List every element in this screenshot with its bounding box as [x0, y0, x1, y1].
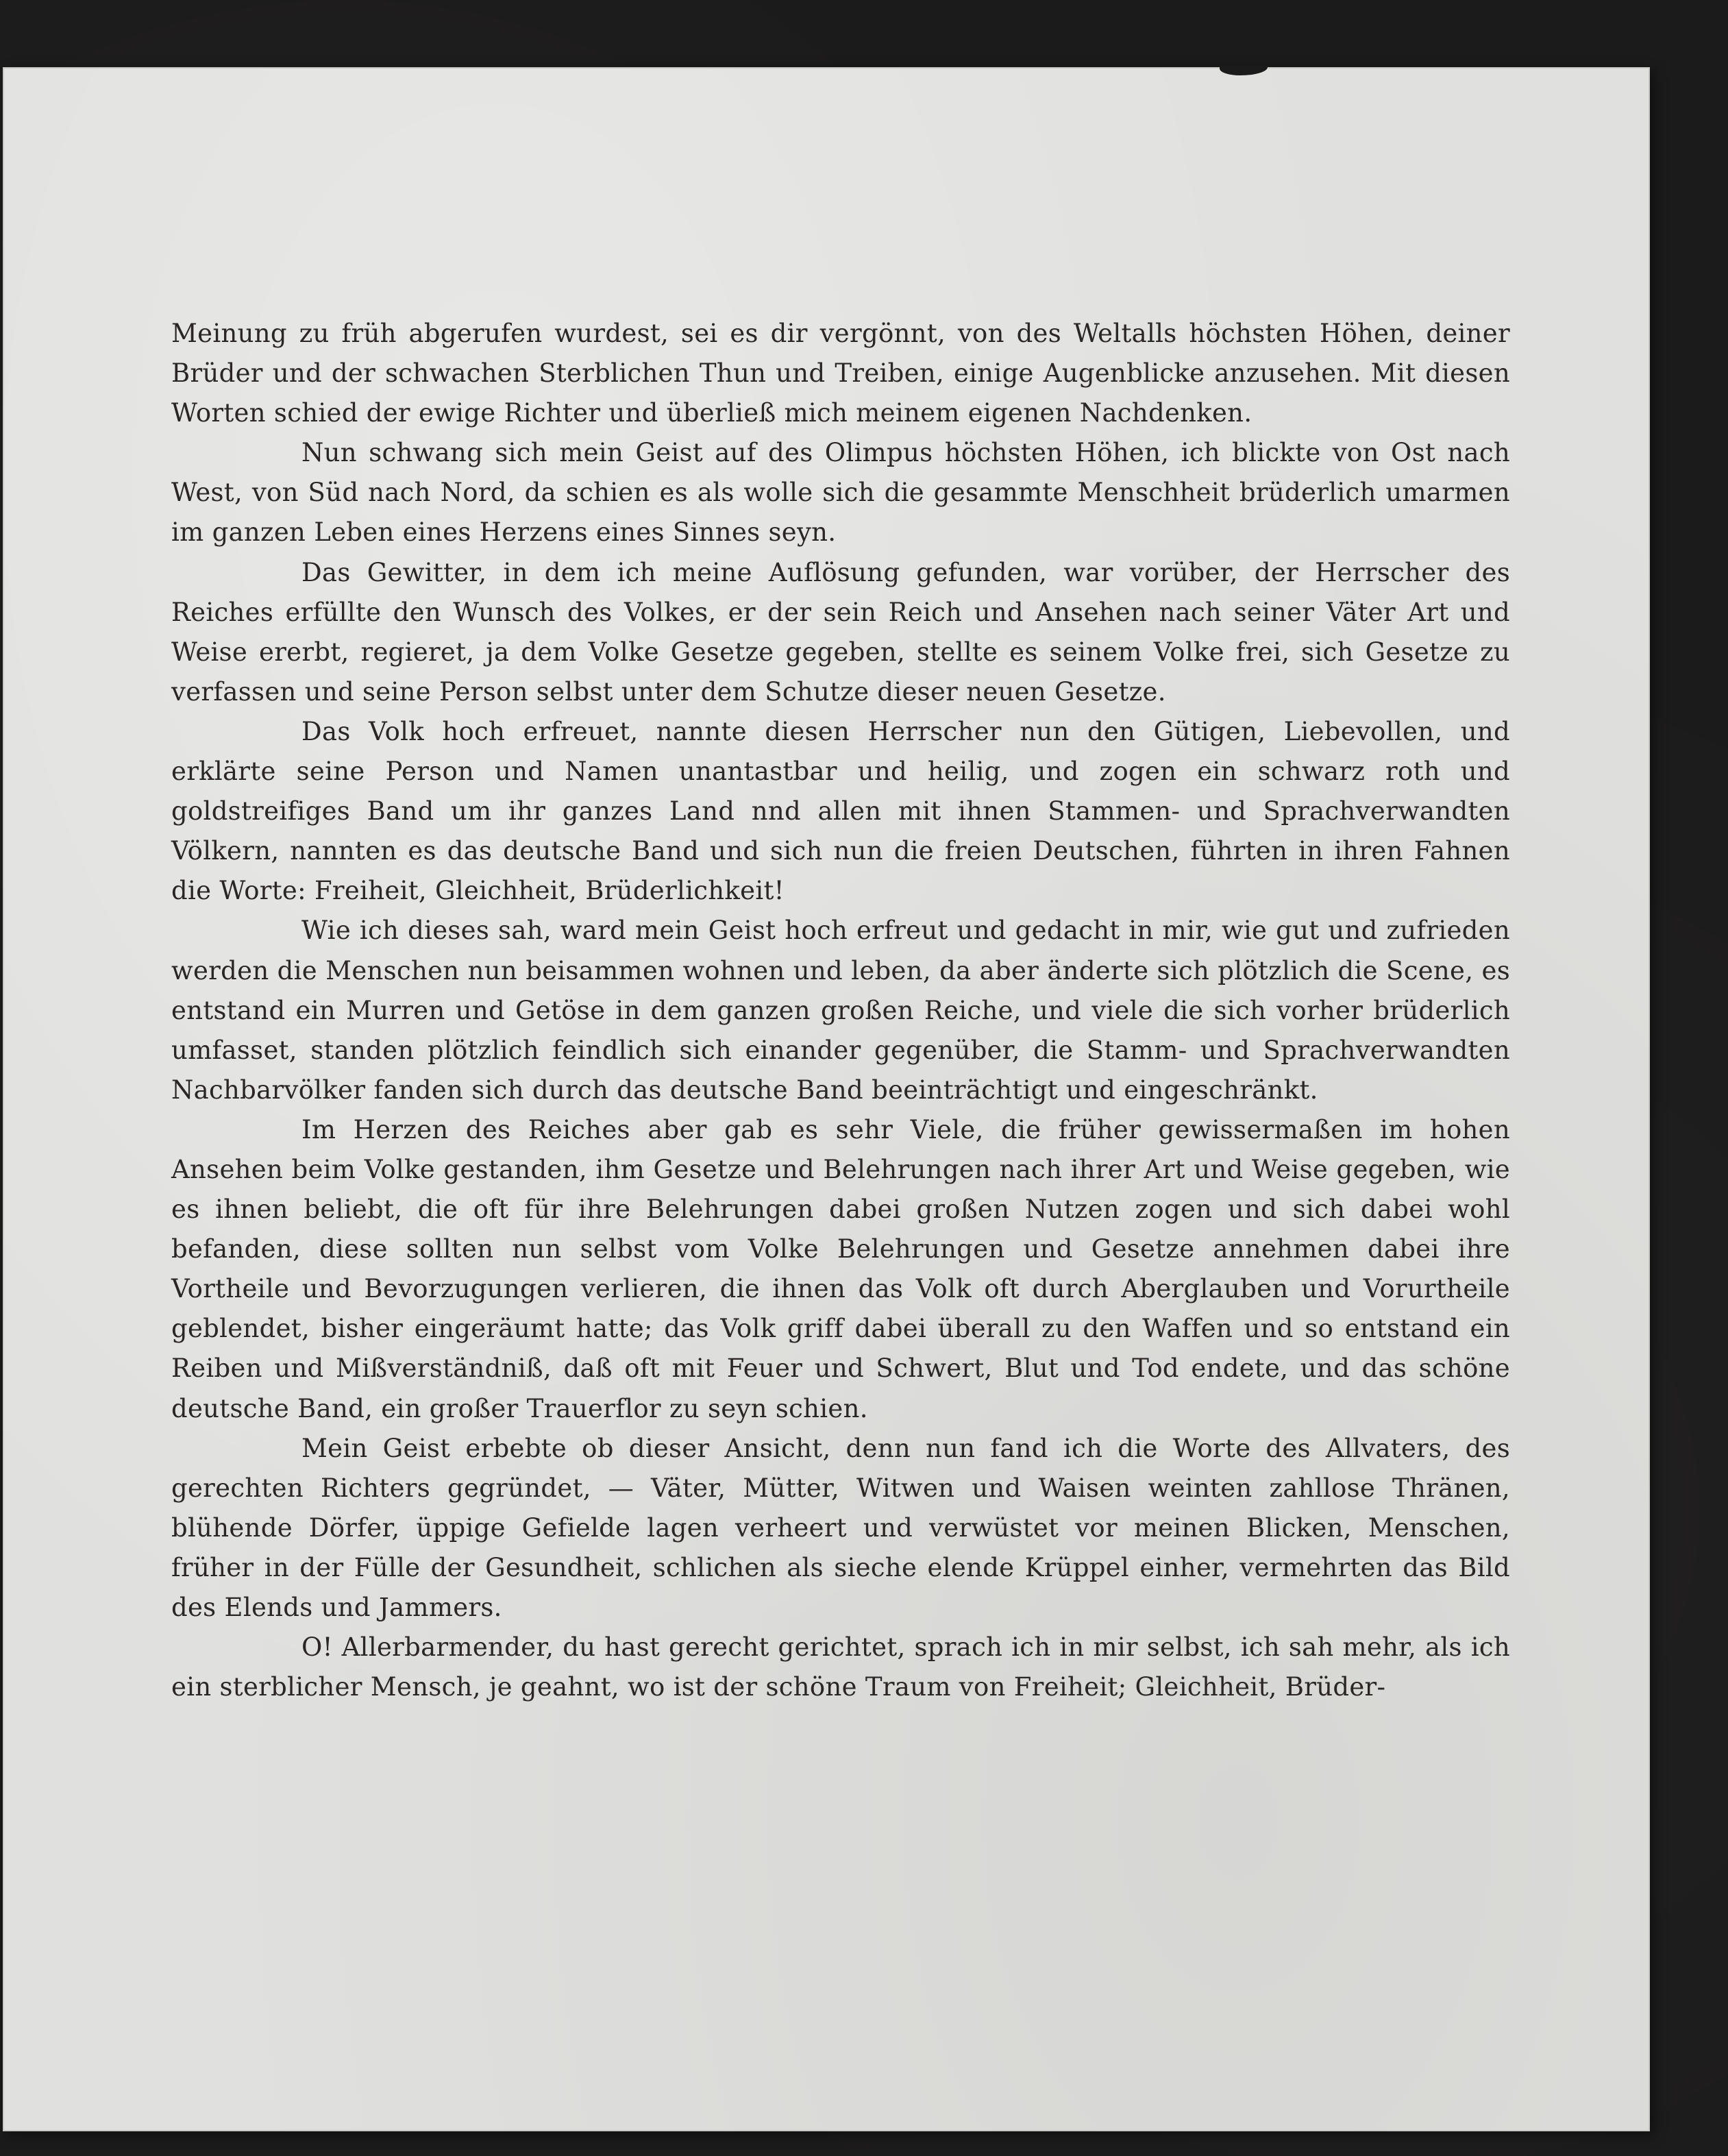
paragraph: Wie ich dieses sah, ward mein Geist hoch erfreut und gedacht in mir, wie gut und zufrieden werden die Menschen nun beisammen wohnen und leben, da aber änderte sich plötzlich die Scene, es entstand ein Murren und Getöse in dem ganzen großen Reiche, und viele die sich vorher brüderlich umfasset, standen plötzlich feindlich sich einander gegenüber, die Stamm- und Sprachverwandten Nachbarvölker fanden sich durch das deutsche Band beeinträchtigt und eingeschränkt. — [171, 916, 1510, 1105]
paragraph: Das Gewitter, in dem ich meine Auflösung gefunden, war vorüber, der Herrscher des Reiches erfüllte den Wunsch des Volkes, er der sein Reich und Ansehen nach seiner Väter Art und Weise ererbt, regieret, ja dem Volke Gesetze gegeben, stellte es seinem Volke frei, sich Gesetze zu verfassen und seine Person selbst unter dem Schutze dieser neuen Gesetze. — [171, 557, 1510, 707]
paragraph: Im Herzen des Reiches aber gab es sehr Viele, die früher gewissermaßen im hohen Ansehen beim Volke gestanden, ihm Gesetze und Belehrungen nach ihrer Art und Weise gegeben, wie es ihnen beliebt, die oft für ihre Belehrungen dabei großen Nutzen zogen und sich dabei wohl befanden, diese sollten nun selbst vom Volke Belehrungen und Gesetze annehmen dabei ihre Vortheile und Bevorzugungen verlieren, die ihnen das Volk oft durch Aberglauben und Vorurtheile geblendet, bisher eingeräumt hatte; das Volk griff dabei überall zu den Waffen und so entstand ein Reiben und Mißverständniß, daß oft mit Feuer und Schwert, Blut und Tod endete, und das schöne deutsche Band, ein großer Trauerflor zu seyn schien. — [171, 1114, 1510, 1423]
paragraph: Meinung zu früh abgerufen wurdest, sei es dir vergönnt, von des Weltalls höchsten Höhen, deiner Brüder und der schwachen Sterblichen Thun und Treiben, einige Augenblicke anzusehen. Mit diesen Worten schied der ewige Richter und überließ mich meinem eigenen Nachdenken. — [171, 319, 1510, 428]
printed-text-block — [171, 314, 1510, 1707]
paragraph: O! Allerbarmender, du hast gerecht gerichtet, sprach ich in mir selbst, ich sah mehr, als ich ein sterblicher Mensch, je geahnt, wo ist der schöne Traum von Freiheit; Gleichheit, Brüder- — [171, 1632, 1510, 1702]
paragraph: Das Volk hoch erfreuet, nannte diesen Herrscher nun den Gütigen, Liebevollen, und erklärte seine Person und Namen unantastbar und heilig, und zogen ein schwarz roth und goldstreifiges Band um ihr ganzes Land nnd allen mit ihnen Stammen- und Sprachverwandten Völkern, nannten es das deutsche Band und sich nun die freien Deutschen, führten in ihren Fahnen die Worte: Freiheit, Gleichheit, Brüderlichkeit! — [171, 716, 1510, 906]
paragraph: Nun schwang sich mein Geist auf des Olimpus höchsten Höhen, ich blickte von Ost nach West, von Süd nach Nord, da schien es als wolle sich die gesammte Menschheit brüderlich umarmen im ganzen Leben eines Herzens eines Sinnes seyn. — [171, 438, 1510, 548]
paragraph: Mein Geist erbebte ob dieser Ansicht, denn nun fand ich die Worte des Allvaters, des gerechten Richters gegründet, — Väter, Mütter, Witwen und Waisen weinten zahllose Thränen, blühende Dörfer, üppige Gefielde lagen verheert und verwüstet vor meinen Blicken, Menschen, früher in der Fülle der Gesundheit, schlichen als sieche elende Krüppel einher, vermehrten das Bild des Elends und Jammers. — [171, 1433, 1510, 1622]
